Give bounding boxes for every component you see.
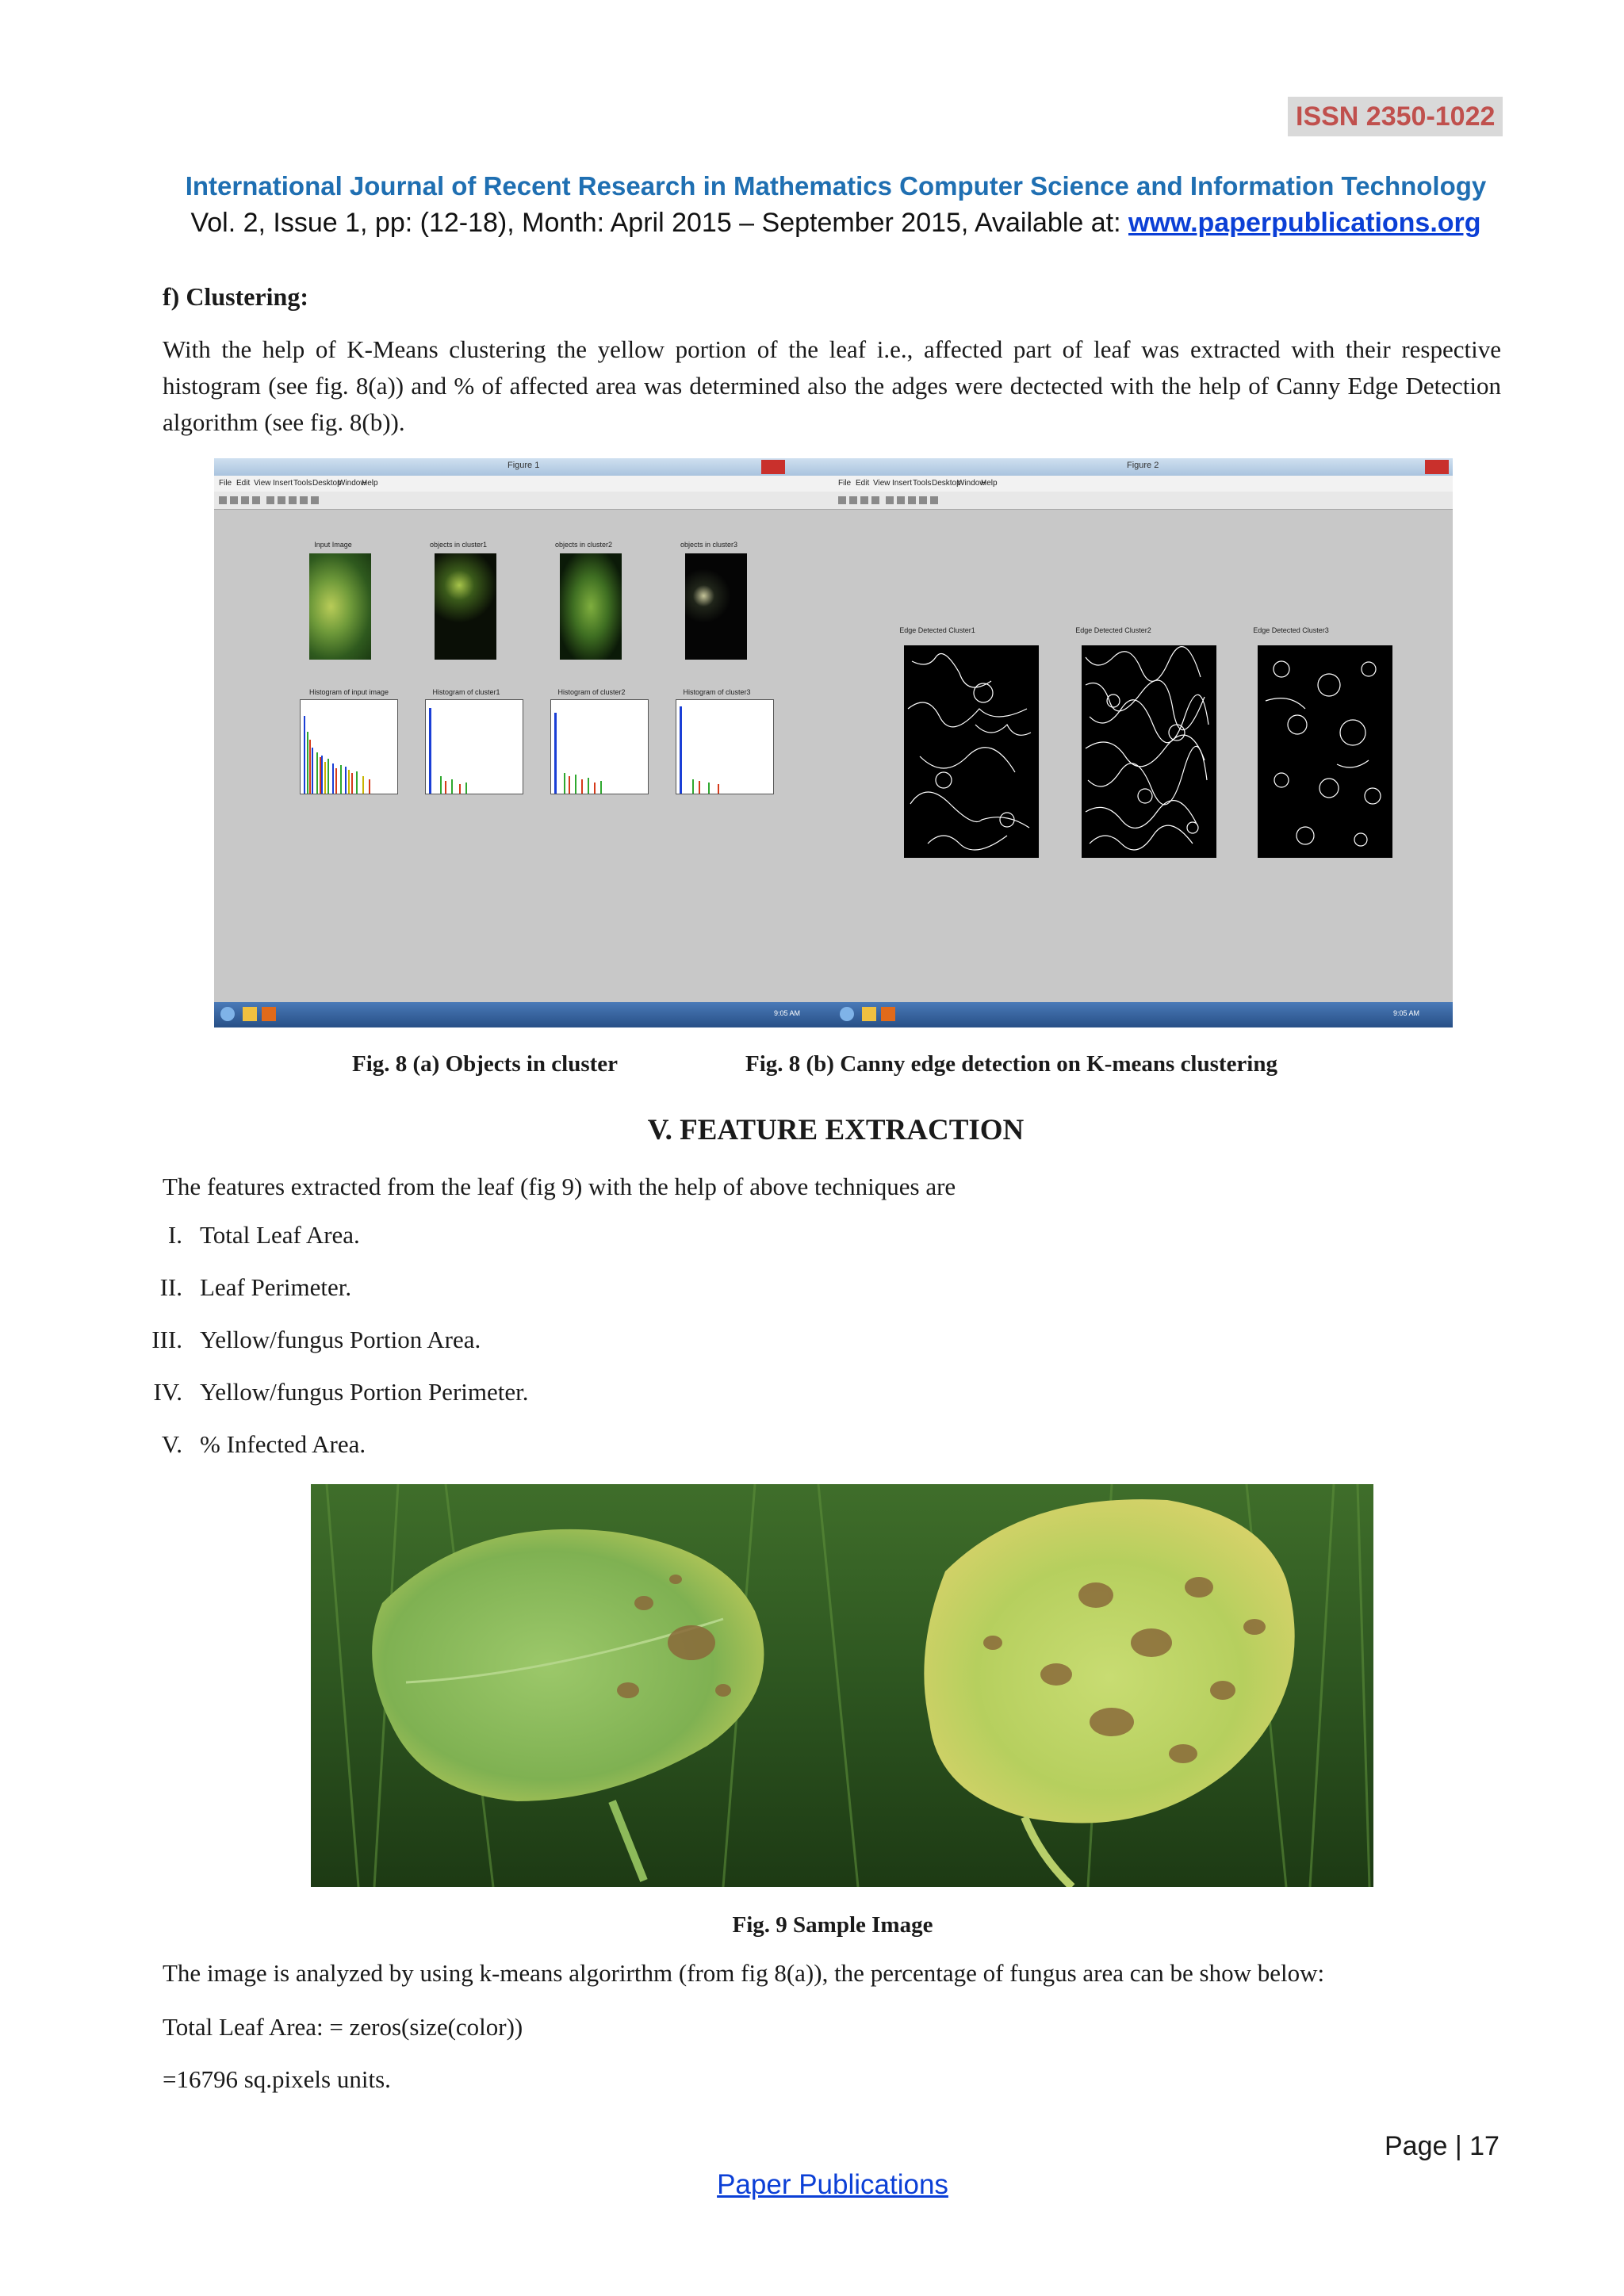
analysis-paragraph: The image is analyzed by using k-means algorirthm (from fig 8(a)), the percentage of fungus area can be show below: bbox=[163, 1959, 1325, 1987]
save-icon[interactable] bbox=[860, 496, 868, 504]
pan-icon[interactable] bbox=[300, 496, 308, 504]
panel-label-input: Input Image bbox=[314, 541, 352, 549]
edge-image-cluster3 bbox=[1258, 645, 1392, 858]
list-number-2: II. bbox=[159, 1273, 182, 1301]
total-leaf-area-value: =16796 sq.pixels units. bbox=[163, 2065, 391, 2093]
total-leaf-area-formula: Total Leaf Area: = zeros(size(color)) bbox=[163, 2013, 523, 2041]
list-item-4: Yellow/fungus Portion Perimeter. bbox=[200, 1378, 529, 1406]
figure2-title: Figure 2 bbox=[1127, 461, 1159, 470]
menu-insert[interactable]: Insert bbox=[892, 479, 913, 488]
hist-label-cluster2: Histogram of cluster2 bbox=[557, 688, 626, 696]
histogram-cluster2 bbox=[550, 699, 649, 794]
menu-file[interactable]: File bbox=[838, 479, 852, 488]
zoom-in-icon[interactable] bbox=[897, 496, 905, 504]
hist-label-cluster1: Histogram of cluster1 bbox=[432, 688, 500, 696]
start-icon[interactable] bbox=[220, 1007, 235, 1021]
list-number-1: I. bbox=[167, 1221, 182, 1249]
menu-edit[interactable]: Edit bbox=[236, 479, 251, 488]
explorer-icon[interactable] bbox=[862, 1007, 876, 1021]
list-number-5: V. bbox=[161, 1430, 182, 1458]
matlab-icon[interactable] bbox=[262, 1007, 276, 1021]
menu-window[interactable]: Window bbox=[338, 479, 366, 488]
menu-help[interactable]: Help bbox=[981, 479, 998, 488]
rotate-icon[interactable] bbox=[930, 496, 938, 504]
figure-9-caption: Fig. 9 Sample Image bbox=[732, 1912, 933, 1938]
journal-info bbox=[0, 208, 1624, 239]
figure1-close-icon[interactable] bbox=[761, 460, 785, 474]
zoom-out-icon[interactable] bbox=[289, 496, 297, 504]
rotate-icon[interactable] bbox=[311, 496, 319, 504]
hist-label-input: Histogram of input image bbox=[308, 688, 389, 696]
print-icon[interactable] bbox=[871, 496, 879, 504]
menu-desktop[interactable]: Desktop bbox=[312, 479, 342, 488]
figure-9-sample-image bbox=[311, 1484, 1373, 1887]
menu-file[interactable]: File bbox=[219, 479, 232, 488]
zoom-out-icon[interactable] bbox=[908, 496, 916, 504]
menu-help[interactable]: Help bbox=[362, 479, 378, 488]
cluster3-thumbnail bbox=[685, 553, 747, 660]
edge-image-cluster1 bbox=[904, 645, 1039, 858]
cluster1-thumbnail bbox=[435, 553, 496, 660]
print-icon[interactable] bbox=[252, 496, 260, 504]
cluster2-thumbnail bbox=[560, 553, 622, 660]
menu-view[interactable]: View bbox=[873, 479, 891, 488]
menu-tools[interactable]: Tools bbox=[913, 479, 932, 488]
journal-info-text: Vol. 2, Issue 1, pp: (12-18), Month: April 2015 – September 2015, Available at: bbox=[190, 208, 1128, 238]
list-item-1: Total Leaf Area. bbox=[200, 1221, 360, 1249]
panel-label-cluster1: objects in cluster1 bbox=[429, 541, 488, 549]
edge-label-cluster1: Edge Detected Cluster1 bbox=[899, 626, 975, 634]
journal-url-link[interactable]: www.paperpublications.org bbox=[1128, 208, 1481, 238]
figure-8b-caption: Fig. 8 (b) Canny edge detection on K-means clustering bbox=[745, 1051, 1277, 1077]
open-icon[interactable] bbox=[849, 496, 857, 504]
menu-view[interactable]: View bbox=[254, 479, 271, 488]
pointer-icon[interactable] bbox=[886, 496, 894, 504]
feature-intro: The features extracted from the leaf (fig 9) with the help of above techniques are bbox=[163, 1173, 956, 1200]
histogram-cluster3 bbox=[676, 699, 774, 794]
clustering-heading: f) Clustering: bbox=[163, 282, 308, 311]
figure1-menubar bbox=[214, 476, 833, 492]
figure1-toolbar bbox=[214, 492, 833, 510]
taskbar-left bbox=[214, 1002, 833, 1027]
save-icon[interactable] bbox=[241, 496, 249, 504]
menu-tools[interactable]: Tools bbox=[293, 479, 312, 488]
figure2-menubar bbox=[833, 476, 1453, 492]
hist-label-cluster3: Histogram of cluster3 bbox=[683, 688, 751, 696]
menu-edit[interactable]: Edit bbox=[856, 479, 870, 488]
pan-icon[interactable] bbox=[919, 496, 927, 504]
edge-image-cluster2 bbox=[1082, 645, 1216, 858]
zoom-in-icon[interactable] bbox=[278, 496, 285, 504]
figure1-titlebar bbox=[214, 458, 833, 476]
figure2-toolbar bbox=[833, 492, 1453, 510]
clustering-paragraph: With the help of K-Means clustering the yellow portion of the leaf i.e., affected part of leaf was extracted with their respective histogram (see fig. 8(a)) and % of affected area was determined also the adges were dectected with the help of Canny Edge Detection algorithm (see fig. 8(b)). bbox=[163, 335, 1501, 436]
taskbar-right bbox=[833, 1002, 1453, 1027]
start-icon[interactable] bbox=[840, 1007, 854, 1021]
panel-label-cluster2: objects in cluster2 bbox=[554, 541, 613, 549]
menu-insert[interactable]: Insert bbox=[273, 479, 293, 488]
figure-8a-caption: Fig. 8 (a) Objects in cluster bbox=[352, 1051, 619, 1077]
new-figure-icon[interactable] bbox=[219, 496, 227, 504]
histogram-input bbox=[300, 699, 398, 794]
input-image-thumbnail bbox=[309, 553, 371, 660]
panel-label-cluster3: objects in cluster3 bbox=[680, 541, 738, 549]
figure2-close-icon[interactable] bbox=[1425, 460, 1449, 474]
new-figure-icon[interactable] bbox=[838, 496, 846, 504]
figure2-titlebar bbox=[833, 458, 1453, 476]
menu-desktop[interactable]: Desktop bbox=[932, 479, 961, 488]
figure-8-screenshot bbox=[214, 458, 1453, 1027]
page-number: Page | 17 bbox=[1385, 2131, 1500, 2161]
list-item-3: Yellow/fungus Portion Area. bbox=[200, 1326, 481, 1353]
list-number-4: IV. bbox=[153, 1378, 182, 1406]
section-v-title: V. FEATURE EXTRACTION bbox=[647, 1114, 1025, 1146]
issn-badge: ISSN 2350-1022 bbox=[1288, 97, 1503, 136]
list-item-5: % Infected Area. bbox=[200, 1430, 366, 1458]
journal-title: International Journal of Recent Research in Mathematics Computer Science and Information Technology bbox=[185, 171, 1487, 201]
open-icon[interactable] bbox=[230, 496, 238, 504]
taskbar-clock-right: 9:05 AM bbox=[1393, 1009, 1420, 1017]
edge-label-cluster2: Edge Detected Cluster2 bbox=[1075, 626, 1151, 634]
menu-window[interactable]: Window bbox=[957, 479, 986, 488]
list-number-3: III. bbox=[151, 1326, 182, 1353]
histogram-cluster1 bbox=[425, 699, 523, 794]
taskbar-clock-left: 9:05 AM bbox=[774, 1009, 801, 1017]
list-item-2: Leaf Perimeter. bbox=[200, 1273, 352, 1301]
edge-label-cluster3: Edge Detected Cluster3 bbox=[1253, 626, 1329, 634]
pointer-icon[interactable] bbox=[266, 496, 274, 504]
figure1-title: Figure 1 bbox=[508, 461, 540, 470]
explorer-icon[interactable] bbox=[243, 1007, 257, 1021]
matlab-icon[interactable] bbox=[881, 1007, 895, 1021]
publisher-link[interactable]: Paper Publications bbox=[717, 2169, 948, 2200]
